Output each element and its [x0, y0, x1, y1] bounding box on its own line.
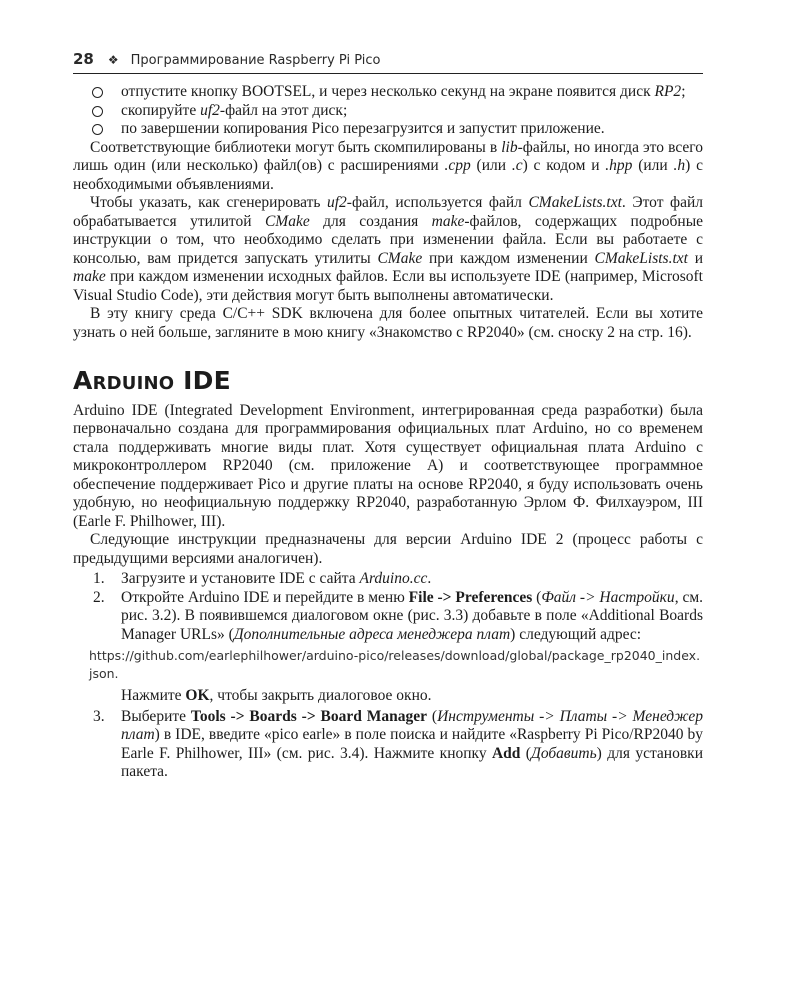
steps-list [73, 570, 703, 644]
page-body [73, 83, 703, 782]
paragraph-instructions: Следующие инструкции предназначены для версии Arduino IDE 2 (процесс работы с предыдущими версиями аналогичен). [73, 531, 703, 567]
bullet-item: отпустите кнопку BOOTSEL, и через несколько секунд на экране появится диск RP2; [73, 83, 703, 102]
paragraph-sdk: В эту книгу среда C/C++ SDK включена для более опытных читателей. Если вы хотите узнать о ней больше, загляните в мою книгу «Знакомство с RP2040» (см. сноску 2 на стр. 16). [73, 305, 703, 341]
step-item: 2. Откройте Arduino IDE и перейдите в меню File -> Preferences (Файл -> Настройки, см. рис. 3.2). В появившемся диалоговом окне (рис. 3.3) добавьте в поле «Additional Boards Manager URLs» (Дополнительные адреса менеджера плат) следующий адрес: [93, 588, 704, 643]
circle-bullet-icon [92, 124, 103, 135]
bullet-item: по завершении копирования Pico перезагрузится и запустит приложение. [73, 120, 703, 139]
circle-bullet-icon [92, 106, 103, 117]
running-title: Программирование Raspberry Pi Pico [130, 53, 381, 68]
book-page [73, 50, 703, 782]
step-item: 1. Загрузите и установите IDE с сайта Arduino.cc. [93, 570, 432, 587]
step-item: 3. Выберите Tools -> Boards -> Board Manager (Инструменты -> Платы -> Менеджер плат) в IDE, введите «pico earle» в поле поиска и найдите «Raspberry Pi Pico/RP2040 by Earle F. Philhower, III» (см. рис. 3.4). Нажмите кнопку Add (Добавить) для установки пакета. [93, 707, 703, 780]
bullet-list [73, 83, 703, 139]
paragraph-cmake: Чтобы указать, как сгенерировать uf2-файл, используется файл CMakeLists.txt. Этот файл обрабатывается утилитой CMake для создания make-файлов, содержащих подробные инструкции о том, что необходимо сделать при изменении файла. Если вы работаете с консолью, вам придется запускать утилиты CMake при каждом изменении CMakeLists.txt и make при каждом изменении исходных файлов. Если вы используете IDE (например, Microsoft Visual Studio Code), эти действия могут быть выполнены автоматически. [73, 194, 703, 304]
section-heading: ARDUINO IDE [73, 366, 231, 395]
diamond-ornament-icon: ❖ [107, 53, 119, 67]
board-manager-url: https://github.com/earlephilhower/arduino-pico/releases/download/global/package_rp2040_index.json. [89, 648, 701, 681]
bullet-item: скопируйте uf2-файл на этот диск; [73, 102, 703, 121]
paragraph-libraries: Соответствующие библиотеки могут быть скомпилированы в lib-файлы, но иногда это всего лишь один (или несколько) файл(ов) с расширениями .cpp (или .c) с кодом и .hpp (или .h) с необходимыми объявлениями. [73, 138, 703, 193]
running-header [73, 50, 703, 74]
steps-list-cont [73, 708, 703, 782]
circle-bullet-icon [92, 87, 103, 98]
page-number: 28 [73, 50, 94, 68]
step-continuation: Нажмите OK, чтобы закрыть диалоговое окно. [121, 687, 432, 704]
paragraph-arduino-intro: Arduino IDE (Integrated Development Environment, интегрированная среда разработки) была первоначально создана для программирования официальных плат Arduino, но со временем стала поддерживать многие виды плат. Хотя существует официальная плата Arduino с микроконтроллером RP2040 (см. приложение А) и соответствующее программное обеспечение поддерживает Pico и другие платы на основе RP2040, я буду использовать очень удобную, но неофициальную поддержку RP2040, разработанную Эрлом Ф. Филхауэром, III (Earle F. Philhower, III). [73, 401, 703, 530]
